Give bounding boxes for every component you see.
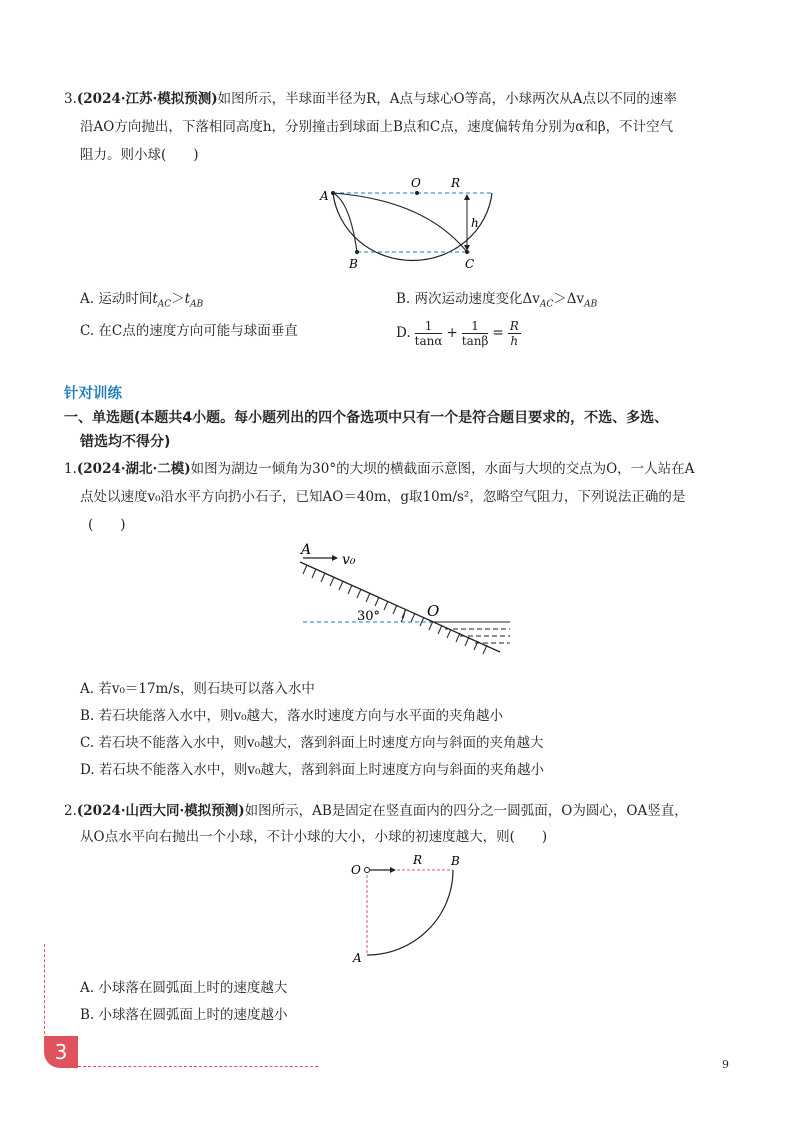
point-o — [365, 868, 370, 873]
q3-text1: 如图所示，半球面半径为R，A点与球心O等高，小球两次从A点以不同的速率 — [217, 91, 677, 107]
q3-option-b — [396, 286, 597, 318]
fraction-3 — [508, 319, 521, 348]
label-a: A — [301, 542, 312, 558]
q2-option-a: A. 小球落在圆弧面上时的速度越大 — [80, 980, 288, 996]
q1-option-b: B. 若石块能落入水中，则v₀越大，落水时速度方向与水平面的夹角越小 — [80, 708, 504, 724]
label-b: B — [349, 257, 358, 271]
part-heading-line1: 一、单选题(本题共4小题。每小题列出的四个备选项中只有一个是符合题目要求的，不选、多选、 — [64, 410, 669, 426]
q3-option-a-text: A. 运动时间 — [80, 291, 153, 307]
q3-option-d — [396, 316, 521, 350]
q3-source: (2024·江苏·模拟预测) — [76, 91, 218, 107]
part-heading-line2: 错选均不得分) — [80, 434, 171, 450]
page-badge: 3 — [44, 1036, 78, 1068]
label-v0: v₀ — [342, 552, 356, 568]
q1-line1 — [64, 456, 694, 482]
q3-option-d-label: D. — [396, 325, 411, 341]
label-r: R — [413, 853, 423, 867]
q1-option-d: D. 若石块不能落入水中，则v₀越大，落到斜面上时速度方向与斜面的夹角越小 — [80, 762, 544, 778]
q2-number: 2. — [64, 803, 77, 819]
q3-option-a-t1: t — [152, 291, 158, 307]
q3-option-b-text: B. 两次运动速度变化Δv — [396, 291, 540, 307]
q3-option-a-sub1: AC — [157, 299, 172, 310]
label-o: O — [411, 176, 421, 190]
q1-figure — [295, 540, 525, 665]
label-a: A — [353, 951, 362, 965]
q2-line2: 从O点水平向右抛出一个小球，不计小球的大小，小球的初速度越大，则( ) — [80, 829, 548, 845]
label-b: B — [451, 854, 460, 868]
label-r: R — [451, 176, 461, 190]
q2-figure — [345, 852, 475, 972]
fraction-3-den: h — [510, 333, 519, 348]
point-a — [331, 191, 335, 195]
fraction-1-num: 1 — [415, 319, 443, 334]
q2-text1: 如图所示，AB是固定在竖直面内的四分之一圆弧面，O为圆心，OA竖直， — [244, 803, 688, 819]
q3-option-b-sub1: AC — [539, 299, 554, 310]
page-number: 9 — [722, 1058, 729, 1071]
trajectory-ac — [333, 193, 467, 252]
q3-option-a-sub2: AB — [190, 299, 204, 310]
fraction-2-num: 1 — [462, 319, 489, 334]
plus-sign: + — [446, 325, 458, 341]
q1-option-a: A. 若v₀＝17m/s，则石块可以落入水中 — [80, 681, 315, 697]
q1-line2: 点处以速度v₀沿水平方向扔小石子，已知AO＝40m，g取10m/s²，忽略空气阻力，下列说法正确的是 — [80, 489, 686, 505]
q2-option-b: B. 小球落在圆弧面上时的速度越小 — [80, 1007, 288, 1023]
section-title: 针对训练 — [64, 386, 122, 402]
q3-line2: 沿AO方向抛出，下落相同高度h，分别撞击到球面上B点和C点，速度偏转角分别为α和β，不计空气 — [80, 119, 674, 135]
label-o: O — [427, 602, 440, 620]
arrow-up-icon — [464, 194, 470, 200]
trajectory-ab — [333, 193, 357, 252]
quarter-arc — [367, 870, 453, 955]
label-c: C — [465, 257, 475, 271]
point-o — [415, 191, 419, 195]
fraction-1 — [415, 319, 443, 348]
fraction-2 — [462, 319, 489, 348]
label-a: A — [320, 189, 329, 203]
q3-option-a — [80, 286, 203, 318]
label-h: h — [471, 216, 479, 230]
q3-option-c: C. 在C点的速度方向可能与球面垂直 — [80, 323, 298, 339]
footer-dashed-line — [78, 1066, 318, 1067]
margin-dashed-line — [44, 944, 45, 1034]
fraction-3-num: R — [509, 318, 519, 333]
label-o: O — [351, 863, 361, 877]
q3-option-a-t2: t — [184, 291, 191, 307]
q1-line3: ( ) — [88, 517, 126, 533]
q1-number: 1. — [64, 461, 77, 477]
q1-source: (2024·湖北·二模) — [76, 461, 191, 477]
q3-line1 — [64, 86, 677, 112]
q2-source: (2024·山西大同·模拟预测) — [76, 803, 245, 819]
label-angle: 30° — [357, 609, 381, 624]
q1-option-c: C. 若石块不能落入水中，则v₀越大，落到斜面上时速度方向与斜面的夹角越大 — [80, 735, 544, 751]
equals-sign: = — [492, 325, 504, 341]
q3-option-a-gt: ＞ — [171, 291, 185, 307]
q1-text1: 如图为湖边一倾角为30°的大坝的横截面示意图，水面与大坝的交点为O，一人站在A — [190, 461, 695, 477]
fraction-1-den: tanα — [414, 333, 443, 348]
point-b — [355, 250, 359, 254]
dam-slope — [300, 562, 500, 652]
point-c — [465, 250, 469, 254]
q3-line3: 阻力。则小球( ) — [80, 147, 199, 163]
arrow-right-icon — [332, 555, 338, 561]
q3-number: 3. — [64, 91, 77, 107]
q3-option-b-sub2: AB — [584, 299, 598, 310]
q2-line1 — [64, 798, 688, 824]
dam-hatching — [303, 565, 487, 654]
arrow-right-icon — [390, 867, 396, 873]
q3-option-b-mid: ＞Δv — [553, 291, 585, 307]
q3-figure — [315, 172, 505, 272]
fraction-2-den: tanβ — [461, 333, 489, 348]
